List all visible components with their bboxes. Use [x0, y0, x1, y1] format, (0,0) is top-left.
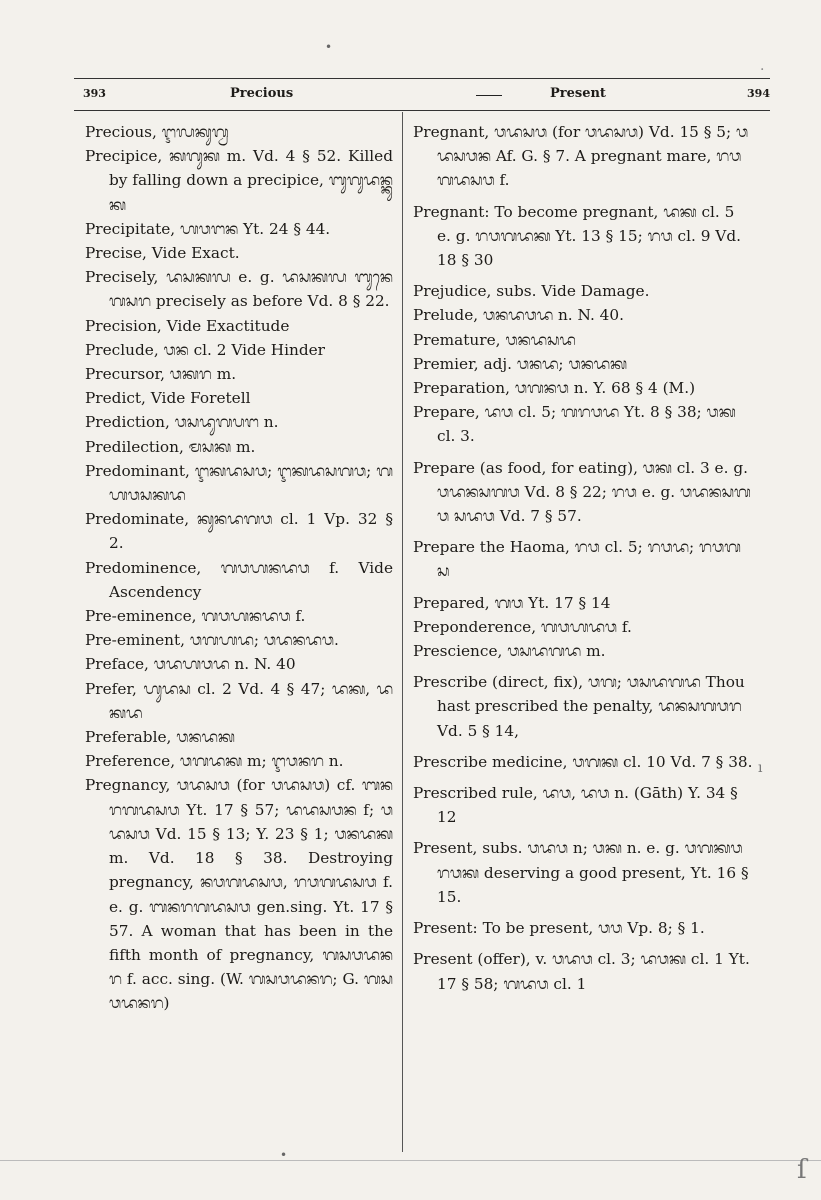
entry-prelude: Prelude, ᬯᬦᬤᬯᬤ n. N. 40.	[413, 306, 624, 325]
entry-present-be: Present: To be present, ᬯᬯ Vp. 8; § 1.	[413, 919, 705, 938]
entry-prescribe-medicine: Prescribe medicine, ᬯᬕᬓ cl. 10 Vd. 7 § 38.	[413, 752, 753, 771]
entry-prepare-haoma: Prepare the Haoma, ᬭᬯ cl. 5; ᬭᬯᬤ; ᬭᬯᬕᬲ	[413, 538, 741, 581]
entry-prepared: Prepared, ᬕᬯ Yt. 17 § 14	[413, 593, 611, 612]
left-column	[85, 120, 393, 1016]
margin-tick: ı	[758, 760, 763, 776]
entry-precious: Precious, ᬇᬮᬓᬸᬕ᭄ᬯ	[85, 123, 229, 141]
entry-preparation: Preparation, ᬯᬕᬦᬯ n. Y. 68 § 4 (M.)	[413, 379, 696, 398]
entry-pre-eminent: Pre-eminent, ᬯᬕᬳᬤ; ᬯᬤᬦᬤᬯ.	[85, 631, 339, 650]
entry-prepare: Prepare, ᬤᬯ cl. 5; ᬕᬭᬯᬤ Yt. 8 § 38; ᬯᬓ cl. 3.	[413, 403, 736, 446]
entry-predilection: Predilection, ᬫᬲᬓ m.	[85, 437, 256, 456]
entry-preface: Preface, ᬯᬤᬳᬯᬤ n. N. 40	[85, 655, 296, 674]
entry-predominate: Predominate, ᬓᬸᬦᬤᬕᬯ cl. 1 Vp. 32 § 2.	[85, 510, 393, 553]
headword-right: Present	[550, 86, 606, 101]
entry-precipice: Precipice, ᬓᬕᬸᬓ m. Vd. 4 § 52. Killed by falling down a precipice, ᬩᬸᬕᬸᬤᬦ᭄ᬓᬸᬓ	[85, 147, 393, 214]
header-dash	[476, 95, 502, 96]
entry-prejudice: Prejudice, subs. Vide Damage.	[413, 282, 650, 301]
entry-preferable: Preferable, ᬯᬦᬤᬓ	[85, 728, 235, 747]
header-rule	[74, 110, 770, 111]
entry-precursor: Precursor, ᬯᬓᬭ m.	[85, 365, 237, 384]
entry-prepare-food: Prepare (as food, for eating), ᬯᬓ cl. 3 e. g. ᬯᬤᬦᬲᬕᬯ Vd. 8 § 22; ᬭᬯ e. g. ᬯᬤᬦᬲᬕᬯ ᬲᬤᬯ Vd. 7 § 57.	[413, 458, 751, 526]
page-number-left: 393	[83, 87, 106, 100]
entry-prediction: Prediction, ᬯᬲᬤᬸᬕᬧᬗ n.	[85, 413, 279, 432]
entry-prescience: Prescience, ᬯᬲᬤᬕᬤ m.	[413, 642, 606, 661]
entry-present-subs: Present, subs. ᬯᬤᬯ n; ᬯᬓ n. e. g. ᬯᬕᬓᬯ ᬭᬯᬓ deserving a good present, Yt. 16 § 15.	[413, 839, 749, 906]
entry-predict: Predict, Vide Foretell	[85, 389, 251, 408]
entry-preponderence: Preponderence, ᬕᬯᬳᬤᬯ f.	[413, 617, 632, 636]
entry-prescribe: Prescribe (direct, fix), ᬯᬕ; ᬯᬲᬤᬕᬤ Thou hast prescribed the penalty, ᬤᬦᬲᬕᬯᬭ Vd. 5 § 14,	[413, 673, 745, 740]
entry-precision: Precision, Vide Exactitude	[85, 316, 290, 335]
right-column	[413, 120, 753, 996]
margin-mark: ·	[760, 62, 765, 78]
corner-mark: ſ	[797, 1155, 807, 1185]
entry-pregnant: Pregnant, ᬯᬤᬲᬯ (for ᬯᬤᬲᬯ) Vd. 15 § 5; ᬯᬤᬲᬯᬦ Af. G. § 7. A pregnant mare, ᬭᬯᬕᬤᬲᬯ f.	[413, 123, 749, 190]
entry-prefer: Prefer, ᬳᬸᬤᬲ cl. 2 Vd. 4 § 47; ᬤᬓ, ᬤᬓᬤ	[85, 679, 393, 722]
page-number-right: 394	[747, 87, 770, 100]
entry-precipitate: Precipitate, ᬳᬯᬗᬦ Yt. 24 § 44.	[85, 219, 331, 238]
entry-prescribed-rule: Prescribed rule, ᬤᬯ, ᬤᬯ n. (Gāth) Y. 34 § 12	[413, 784, 738, 827]
entry-preference: Preference, ᬯᬕᬤᬓ m; ᬇᬯᬦᬭ n.	[85, 752, 344, 771]
scan-edge	[0, 1160, 821, 1161]
headword-left: Precious	[230, 86, 294, 101]
entry-premier: Premier, adj. ᬯᬦᬤ; ᬯᬦᬤᬓ	[413, 354, 628, 373]
entry-pregnant-become: Pregnant: To become pregnant, ᬤᬓ cl. 5 e. g. ᬭᬯᬕᬤᬓ Yt. 13 § 15; ᬭᬯ cl. 9 Vd. 18 § 30	[413, 202, 741, 270]
entry-pre-eminence: Pre-eminence, ᬕᬯᬳᬦᬤᬯ f.	[85, 607, 306, 626]
column-divider	[402, 112, 403, 1152]
entry-pregnancy: Pregnancy, ᬯᬤᬲᬯ (for ᬯᬤᬲᬯ) cf. ᬩᬦᬭᬕᬤᬲᬯ Yt. 17 § 57; ᬤᬤᬲᬯᬦ f; ᬯᬤᬲᬯ Vd. 15 § 13; Y. 23 § 1; ᬯᬦᬤᬓ m. Vd. 18 § 38. Destroying pregnancy, ᬦᬯᬕᬤᬲᬯ, ᬭᬯᬕᬤᬲᬯ f. e. g. ᬩᬦᬭᬕᬤᬲᬯ gen.sing. Yt. 17 § 57. A woman that has been in the fifth month of pregnancy, ᬕᬲᬯᬤᬦᬭ f. acc. sing. (W. ᬕᬲᬯᬤᬦᬭ; G. ᬕᬲᬯᬤᬦᬭ)	[85, 776, 393, 1013]
running-header	[80, 84, 770, 106]
entry-preclude: Preclude, ᬯᬦ cl. 2 Vide Hinder	[85, 340, 325, 359]
entry-precisely: Precisely, ᬤᬲᬓᬮ e. g. ᬤᬲᬓᬮ ᬩᬸᬦᬾᬕᬲᬭ precisely as before Vd. 8 § 22.	[85, 268, 393, 311]
print-speck: •	[325, 40, 333, 54]
top-rule	[74, 78, 770, 79]
entry-present-offer: Present (offer), v. ᬯᬤᬯ cl. 3; ᬤᬯᬓ cl. 1 Yt. 17 § 58; ᬕᬤᬯ cl. 1	[413, 950, 750, 993]
entry-predominence: Predominence, ᬕᬯᬳᬦᬤᬯ f. Vide Ascendency	[85, 558, 393, 601]
entry-precise: Precise, Vide Exact.	[85, 244, 240, 263]
print-speck: •	[280, 1148, 288, 1162]
entry-premature: Premature, ᬯᬦᬤᬲᬤ	[413, 330, 576, 349]
entry-predominant: Predominant, ᬇᬓᬤᬲᬯ; ᬇᬓᬤᬲᬕᬯ; ᬕᬳᬯᬲᬓᬤ	[85, 461, 393, 505]
